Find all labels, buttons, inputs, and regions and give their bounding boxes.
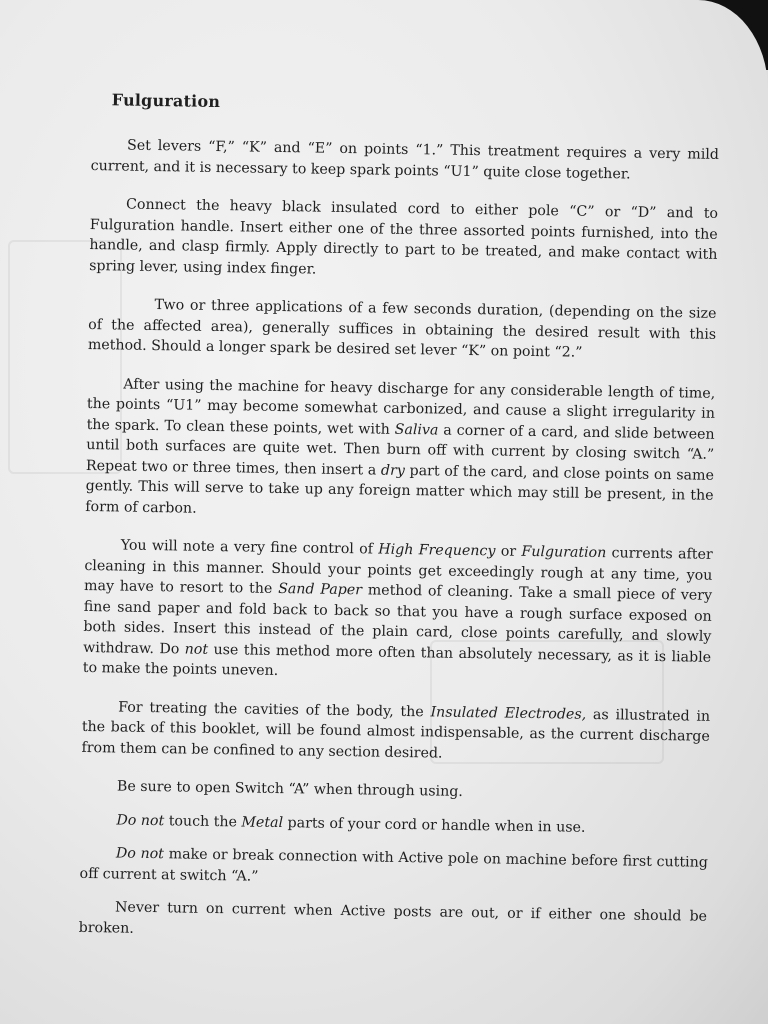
- text-run: make or break connection with Active pole on machine before first cutting off current at switch “A.”: [79, 846, 708, 885]
- paragraph: [79, 843, 708, 894]
- text-run: part of the card, and close points on same gently. This will serve to take up any foreign matter which may still be present, in the form of carbon.: [85, 462, 715, 517]
- italic-text: High Frequency: [378, 541, 496, 560]
- italic-text: Fulguration: [521, 543, 607, 562]
- text-run: parts of your cord or handle when in use.: [282, 814, 586, 836]
- text-run: After using the machine for heavy discharge for any considerable length of time, the points “U1” may become somewhat carbonized, and cause a slight irregularity in the spark. To clean these points, wet with: [86, 376, 716, 438]
- italic-text: Metal: [241, 813, 284, 831]
- paragraph: [89, 194, 718, 286]
- text-run: Two or three applications of a few seconds duration, (depending on the size of the affected area), generally suffices in obtaining the desired result with this method. Should a longer spark be desired set lever “K” on point “2.”: [87, 297, 717, 361]
- text-run: or: [495, 543, 522, 560]
- italic-text: Insulated Electrodes,: [430, 703, 587, 723]
- text-run: as illustrated in the back of this booklet, will be found almost indispensable, as the current discharge from them can be confined to any section desired.: [81, 706, 711, 762]
- text-run: currents after cleaning in this manner. Should your points get exceedingly rough at any time, you may have to resort to the: [83, 545, 713, 597]
- text-run: a corner of a card, and slide between until both surfaces are quite wet. Then burn off with current by closing switch “A.” Repeat two or three times, then insert a: [85, 421, 715, 479]
- italic-text: not: [184, 641, 209, 658]
- text-run: Connect the heavy black insulated cord to either pole “C” or “D” and to Fulguration handle. Insert either one of the three assorted points furnished, into the handle, and clasp firmly. Apply directly to part to be treated, and make contact with spring lever, using index finger.: [89, 196, 719, 278]
- italic-text: Do not: [115, 845, 165, 863]
- page-content: [78, 84, 720, 961]
- italic-text: dry: [380, 462, 406, 479]
- paragraph: [85, 373, 715, 526]
- text-run: Never turn on current when Active posts are out, or if either one should be broken.: [78, 899, 708, 937]
- text-run: Be sure to open Switch “A” when through using.: [116, 778, 463, 800]
- paragraph: [81, 776, 709, 806]
- text-run: For treating the cavities of the body, the: [118, 698, 431, 720]
- paragraph: [88, 294, 717, 365]
- paragraph: [91, 135, 720, 186]
- text-run: method of cleaning. Take a small piece of very fine sand paper and fold back to back so that you have a rough surface exposed on both sides. Insert this instead of the plain card, close points carefully, and slowly withdraw. Do: [83, 582, 713, 658]
- italic-text: Saliva: [394, 421, 439, 438]
- paragraph: [80, 809, 708, 839]
- paragraph: [83, 535, 713, 688]
- text-run: Set levers “F,” “K” and “E” on points “1.” This treatment requires a very mild current, and it is necessary to keep spark points “U1” quite close together.: [90, 137, 720, 182]
- text-run: touch the: [164, 812, 242, 830]
- text-run: You will note a very fine control of: [120, 537, 379, 558]
- section-title: Fulguration: [111, 90, 221, 112]
- italic-text: Do not: [116, 811, 165, 829]
- body-text: [79, 135, 720, 948]
- paragraph: [81, 696, 710, 767]
- text-run: use this method more often than absolutely necessary, as it is liable to make the points uneven.: [82, 641, 712, 679]
- paragraph: [79, 897, 708, 948]
- italic-text: Sand Paper: [278, 580, 363, 599]
